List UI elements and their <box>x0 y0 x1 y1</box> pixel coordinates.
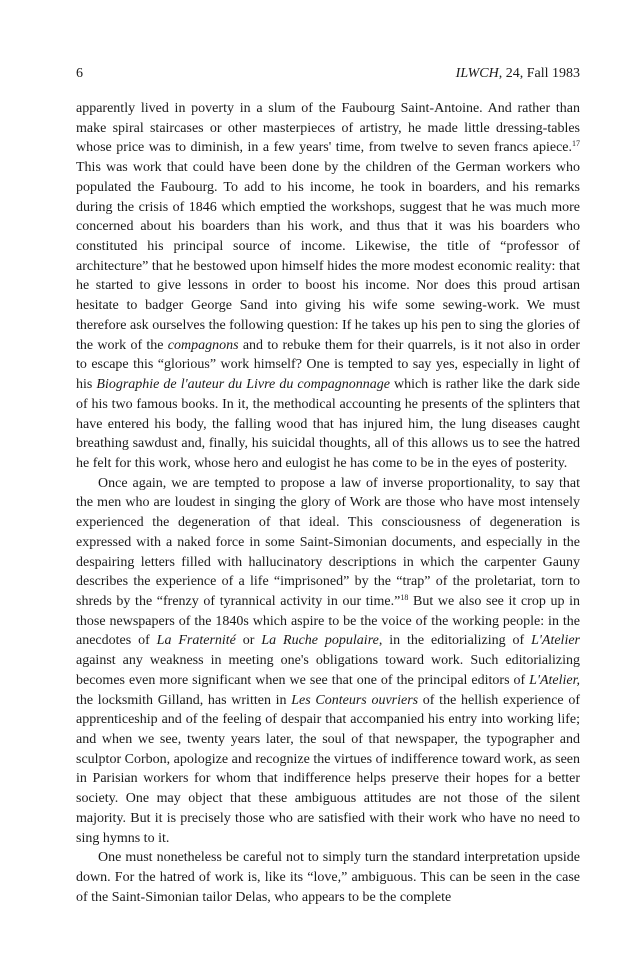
text-run: apparently lived in poverty in a slum of the Faubourg Saint-Antoine. And rather than make spiral staircases or other masterpieces of artistry, he made little dressing-tables whose price was to diminish, in a few years' time, from twelve to seven francs apiece. <box>76 101 580 156</box>
italic-title: Les Conteurs ouvriers <box>291 692 419 708</box>
footnote-ref: 17 <box>572 139 580 149</box>
text-run: But we also see it crop up in those newspapers of the 1840s which aspire to be the voice of the working people: in the anecdotes of <box>76 593 580 649</box>
italic-title: compagnons <box>167 337 239 353</box>
running-head <box>456 64 580 84</box>
paragraph <box>76 848 580 907</box>
footnote-ref: 18 <box>400 592 409 602</box>
text-run: Once again, we are tempted to propose a law of inverse proportionality, to say that the men who are loudest in singing the glory of Work are those who have most intensely experienced the degeneration of that ideal. This consciousness of degeneration is expressed with a naked force in some Saint-Simonian documents, and especially in the despairing letters filled with hallucinatory descriptions in which the carpenter Gauny describes the experience of a life “imprisoned” by the “trap” of the proletariat, torn to shreds by the “frenzy of tyrannical activity in our time.” <box>76 475 580 609</box>
page-number: 6 <box>76 66 83 81</box>
text-run: , in the editorializing of <box>378 633 532 649</box>
body-text <box>76 99 580 907</box>
italic-title: Biographie de l'auteur du Livre du compagnonnage <box>96 377 390 393</box>
paragraph <box>76 99 580 474</box>
italic-title: L'Atelier, <box>529 672 580 688</box>
text-run: One must nonetheless be careful not to simply turn the standard interpretation upside down. For the hatred of work is, like its “love,” ambiguous. This can be seen in the case of the Saint-Simonian tailor Delas, who appears to be the complete <box>76 850 580 905</box>
italic-title: La Fraternité <box>156 633 236 649</box>
text-run: which is rather like the dark side of his two famous books. In it, the methodical accounting he presents of the splinters that have entered his body, the falling wood that has injured him, the lung diseases caught breathing sawdust and, finally, his suicidal thoughts, all of this allows us to see the hatred he felt for this work, whose hero and eulogist he has come to be in the eyes of posterity. <box>76 377 580 471</box>
text-run: of the hellish experience of apprenticeship and of the feeling of despair that accompanied his entry into working life; and when we see, twenty years later, the soul of that newspaper, the typographer and sculptor Corbon, apologize and recognize the virtues of indifference toward work, as seen in Parisian workers for whom that indifference helps preserve their hopes for a better society. One may object that these ambiguous attitudes are not those of the silent majority. But it is precisely those who are satisfied with their work who have no need to sing hymns to it. <box>76 692 580 846</box>
journal-title: ILWCH <box>455 66 499 81</box>
text-run: This was work that could have been done by the children of the German workers who populated the Faubourg. To add to his income, he took in boarders, and his remarks during the crisis of 1846 which emptied the workshops, suggest that he was much more concerned about his boarders than his work, and thus that it was his boarders who constituted his principal source of income. Likewise, the title of “professor of architecture” that he bestowed upon himself hides the more modest economic reality: that he started to give lessons in order to boost his income. Nor does this proud artisan hesitate to badger George Sand into giving his wife some sewing-work. We must therefore ask ourselves the following question: If he takes up his pen to sing the glories of the work of the <box>76 160 580 353</box>
italic-title: La Ruche populaire <box>261 633 379 649</box>
text-run: or <box>235 633 262 649</box>
text-run: the locksmith Gilland, has written in <box>76 692 292 708</box>
italic-title: L'Atelier <box>531 633 581 649</box>
text-run: and to rebuke them for their quarrels, is it not also in order to escape this “glorious” work himself? One is tempted to say yes, especially in light of his <box>76 337 580 393</box>
text-run: against any weakness in meeting one's obligations toward work. Such editorializing becomes even more significant when we see that one of the principal editors of <box>76 653 580 688</box>
issue-info: , 24, Fall 1983 <box>498 66 580 81</box>
page-header <box>76 64 580 86</box>
paragraph <box>76 474 580 849</box>
